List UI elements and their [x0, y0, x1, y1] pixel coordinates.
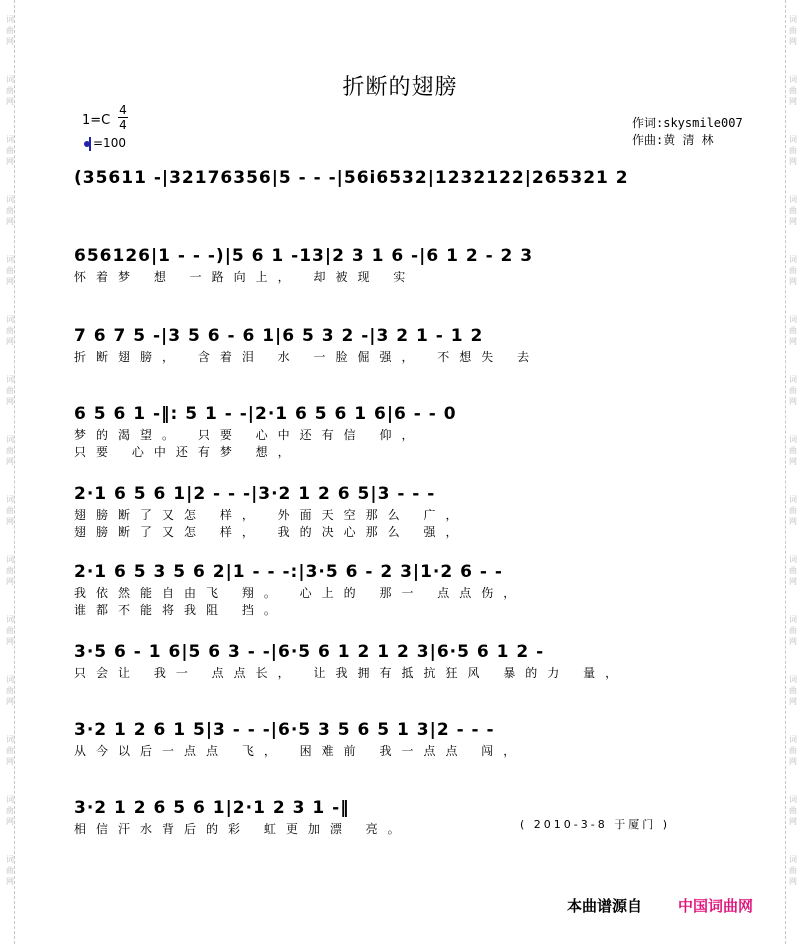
notes-line: 2·1 6 5 6 1|2 - - -|3·2 1 2 6 5|3 - - - — [74, 484, 436, 504]
watermark-glyph: 网 — [6, 517, 14, 526]
score-row — [74, 642, 742, 681]
watermark-glyph: 曲 — [789, 146, 797, 155]
notes-line: 6 5 6 1 -‖: 5 1 - -|2·1 6 5 6 1 6|6 - - 0 — [74, 404, 457, 424]
watermark-glyph: 词 — [6, 675, 14, 684]
watermark-glyph: 词 — [6, 315, 14, 324]
watermark-glyph: 词 — [6, 615, 14, 624]
watermark-glyph: 网 — [6, 577, 14, 586]
watermark-glyph: 网 — [6, 817, 14, 826]
watermark-glyph: 词 — [789, 375, 797, 384]
watermark-glyph: 词 — [789, 735, 797, 744]
watermark-glyph: 网 — [789, 217, 797, 226]
watermark-glyph: 词 — [789, 255, 797, 264]
watermark-glyph: 网 — [6, 37, 14, 46]
score-row — [74, 404, 742, 460]
notes-line: 656126|1 - - -)|5 6 1 -13|2 3 1 6 -|6 1 2 - 2 3 — [74, 246, 534, 266]
watermark-glyph: 网 — [6, 337, 14, 346]
watermark-glyph: 曲 — [6, 146, 14, 155]
watermark-glyph: 词 — [6, 195, 14, 204]
watermark-glyph: 曲 — [789, 746, 797, 755]
watermark-glyph: 曲 — [789, 386, 797, 395]
watermark-glyph: 曲 — [789, 626, 797, 635]
score-row — [74, 484, 742, 540]
time-signature-top: 4 — [119, 103, 127, 117]
lyrics-line: 只会让 我一 点点长， 让我拥有抵抗狂风 暴的力 量， — [74, 666, 628, 680]
watermark-glyph: 词 — [789, 75, 797, 84]
score-row — [74, 326, 742, 365]
watermark-glyph: 网 — [6, 277, 14, 286]
watermark-glyph: 网 — [789, 157, 797, 166]
score-row — [74, 168, 742, 190]
key-signature: 1=C — [82, 113, 111, 128]
watermark-glyph: 词 — [6, 795, 14, 804]
watermark-glyph: 网 — [6, 757, 14, 766]
lyrics-line-second-verse: 谁都不能将我阻 挡。 — [74, 603, 286, 617]
watermark-glyph: 曲 — [789, 806, 797, 815]
watermark-glyph: 词 — [6, 375, 14, 384]
lyrics-line-second-verse: 只要 心中还有梦 想， — [74, 445, 300, 459]
lyrics-line: 从今以后一点点 飞， 困难前 我一点点 闯， — [74, 744, 526, 758]
score-row — [74, 562, 742, 618]
watermark-glyph: 网 — [6, 697, 14, 706]
lyrics-line: 翅膀断了又怎 样， 外面天空那么 广， — [74, 508, 468, 522]
watermark-glyph: 网 — [789, 877, 797, 886]
lyrics-line: 我依然能自由飞 翔。 心上的 那一 点点伤， — [74, 586, 526, 600]
watermark-glyph: 词 — [6, 75, 14, 84]
watermark-glyph: 词 — [789, 615, 797, 624]
lyrics-line-second-verse: 翅膀断了又怎 样， 我的决心那么 强， — [74, 525, 468, 539]
notes-line: 3·5 6 - 1 6|5 6 3 - -|6·5 6 1 2 1 2 3|6·5 6 1 2 - — [74, 642, 545, 662]
watermark-glyph: 曲 — [6, 326, 14, 335]
watermark-glyph: 网 — [789, 277, 797, 286]
watermark-glyph: 曲 — [789, 506, 797, 515]
watermark-glyph: 网 — [789, 517, 797, 526]
watermark-glyph: 网 — [789, 757, 797, 766]
song-title: 折断的翅膀 — [342, 75, 458, 100]
watermark-glyph: 词 — [789, 315, 797, 324]
watermark-glyph: 网 — [789, 637, 797, 646]
time-signature — [118, 103, 128, 132]
watermark-glyph: 网 — [6, 97, 14, 106]
watermark-glyph: 网 — [789, 37, 797, 46]
watermark-glyph: 词 — [789, 675, 797, 684]
watermark-glyph: 词 — [789, 555, 797, 564]
watermark-glyph: 词 — [6, 255, 14, 264]
watermark-glyph: 曲 — [6, 206, 14, 215]
watermark-glyph: 网 — [789, 97, 797, 106]
watermark-glyph: 曲 — [6, 686, 14, 695]
watermark-glyph: 曲 — [789, 26, 797, 35]
watermark-glyph: 网 — [789, 697, 797, 706]
watermark-glyph: 曲 — [789, 86, 797, 95]
watermark-glyph: 词 — [789, 495, 797, 504]
watermark-glyph: 曲 — [6, 446, 14, 455]
tempo-value: =100 — [93, 136, 126, 150]
watermark-glyph: 网 — [6, 457, 14, 466]
watermark-glyph: 曲 — [6, 86, 14, 95]
watermark-glyph: 词 — [789, 435, 797, 444]
score-row — [74, 720, 742, 759]
watermark-glyph: 曲 — [789, 566, 797, 575]
lyrics-line: 怀着梦 想 一路向上， 却被现 实 — [74, 270, 416, 284]
watermark-glyph: 词 — [6, 735, 14, 744]
lyrics-line: 相信汗水背后的彩 虹更加漂 亮。 — [74, 822, 410, 836]
watermark-glyph: 词 — [789, 795, 797, 804]
watermark-glyph: 词 — [789, 135, 797, 144]
date-note: ( 2010-3-8 于厦门 ) — [520, 818, 671, 831]
watermark-glyph: 曲 — [789, 206, 797, 215]
watermark-glyph: 网 — [6, 877, 14, 886]
lyrics-line: 梦的渴望。 只要 心中还有信 仰， — [74, 428, 424, 442]
watermark-glyph: 曲 — [6, 626, 14, 635]
watermark-glyph: 曲 — [789, 326, 797, 335]
watermark-glyph: 曲 — [789, 266, 797, 275]
watermark-glyph: 词 — [789, 855, 797, 864]
watermark-glyph: 词 — [6, 855, 14, 864]
watermark-glyph: 曲 — [6, 506, 14, 515]
site-name: 中国词曲网 — [678, 897, 754, 915]
watermark-glyph: 词 — [789, 195, 797, 204]
watermark-glyph: 曲 — [6, 386, 14, 395]
watermark-glyph: 词 — [6, 555, 14, 564]
watermark-glyph: 词 — [6, 495, 14, 504]
watermark-glyph: 网 — [789, 457, 797, 466]
watermark-glyph: 曲 — [6, 806, 14, 815]
composer-credit: 作曲:黄 清 林 — [632, 133, 714, 147]
notes-line: (35611 -|32176356|5 - - -|56i6532|1232122|265321 2 — [74, 168, 629, 188]
notes-line: 7 6 7 5 -|3 5 6 - 6 1|6 5 3 2 -|3 2 1 - 1 2 — [74, 326, 484, 346]
watermark-glyph: 曲 — [6, 746, 14, 755]
source-label: 本曲谱源自 — [567, 897, 643, 915]
watermark-glyph: 曲 — [6, 26, 14, 35]
notes-line: 3·2 1 2 6 5 6 1|2·1 2 3 1 -‖ — [74, 798, 350, 818]
watermark-glyph: 曲 — [789, 446, 797, 455]
watermark-glyph: 网 — [789, 337, 797, 346]
watermark-glyph: 词 — [6, 15, 14, 24]
watermark-glyph: 曲 — [6, 266, 14, 275]
watermark-glyph: 词 — [6, 435, 14, 444]
watermark-glyph: 网 — [789, 397, 797, 406]
watermark-glyph: 词 — [6, 135, 14, 144]
watermark-glyph: 网 — [789, 577, 797, 586]
lyricist-credit: 作词:skysmile007 — [632, 116, 743, 130]
tempo-marking — [84, 136, 126, 151]
notes-line: 3·2 1 2 6 1 5|3 - - -|6·5 3 5 6 5 1 3|2 - - - — [74, 720, 495, 740]
time-signature-bottom: 4 — [119, 118, 127, 132]
watermark-glyph: 网 — [6, 637, 14, 646]
watermark-glyph: 曲 — [6, 866, 14, 875]
watermark-glyph: 词 — [789, 15, 797, 24]
notes-line: 2·1 6 5 3 5 6 2|1 - - -:|3·5 6 - 2 3|1·2 6 - - — [74, 562, 503, 582]
watermark-glyph: 曲 — [789, 866, 797, 875]
lyrics-line: 折断翅膀， 含着泪 水 一脸倔强， 不想失 去 — [74, 350, 540, 364]
watermark-glyph: 网 — [6, 157, 14, 166]
watermark-glyph: 曲 — [6, 566, 14, 575]
score-row — [74, 246, 742, 285]
watermark-glyph: 曲 — [789, 686, 797, 695]
watermark-glyph: 网 — [6, 397, 14, 406]
watermark-glyph: 网 — [789, 817, 797, 826]
watermark-glyph: 网 — [6, 217, 14, 226]
